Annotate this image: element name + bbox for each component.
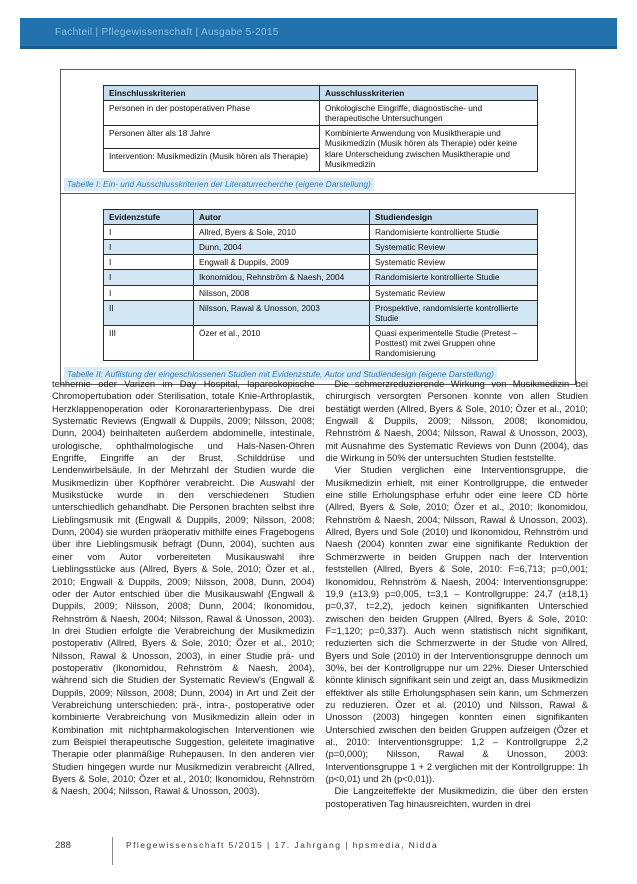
table2-header-evidenzstufe: Evidenzstufe bbox=[104, 210, 194, 225]
body-paragraph: Die Langzeiteffekte der Musikmedizin, die über den ersten postoperativen Tag hinausreichten, wurden in drei bbox=[325, 786, 588, 809]
table-row bbox=[104, 270, 538, 285]
table-row bbox=[104, 325, 538, 360]
body-left-column bbox=[52, 378, 315, 810]
cell-studiendesign: Quasi experimentelle Studie (Pretest – Posttest) mit zwei Gruppen ohne Randomisierung bbox=[370, 325, 538, 360]
cell-evidenzstufe: I bbox=[104, 240, 194, 255]
cell-autor: Nilsson, Rawal & Unosson, 2003 bbox=[194, 300, 370, 325]
cell-evidenzstufe: I bbox=[104, 225, 194, 240]
table1-caption bbox=[64, 178, 572, 191]
section-header-bar bbox=[20, 18, 617, 49]
cell-evidenzstufe: I bbox=[104, 285, 194, 300]
article-body bbox=[52, 378, 588, 810]
table-row bbox=[104, 101, 538, 126]
table-row bbox=[104, 126, 538, 149]
table1-cell: Onkologische Eingriffe, diagnostische- und therapeutische Untersuchungen bbox=[320, 101, 538, 126]
included-studies-table bbox=[103, 209, 538, 361]
cell-studiendesign: Systematic Review bbox=[370, 255, 538, 270]
cell-studiendesign: Prospektive, randomisierte kontrollierte Studie bbox=[370, 300, 538, 325]
cell-studiendesign: Systematic Review bbox=[370, 285, 538, 300]
page-number: 288 bbox=[55, 840, 71, 851]
table1-cell: Personen in der postoperativen Phase bbox=[104, 101, 320, 126]
section-header-text: Fachteil | Pflegewissenschaft | Ausgabe 5-2015 bbox=[55, 27, 279, 38]
table1-container bbox=[60, 69, 576, 196]
table1-header-ausschluss: Ausschlusskriterien bbox=[320, 86, 538, 101]
body-right-column bbox=[326, 378, 589, 810]
body-paragraph: Vier Studien verglichen eine Interventionsgruppe, die Musikmedizin erhielt, mit einer Kontrollgruppe, die entweder eine stille Erholungsphase erfuhr oder eine leere CD hörte (Allred, Byers & Sole, 2010; Özer et al., 2010; Ikonomidou, Rehnström & Naesh, 2004; Nilsson, Rawal & Unosson, 2003). Allred, Byers und Sole (2010) und Ikonomidou, Rehnström und Naesh (2004) konnten zwar eine signifikante Reduktion der Schmerzwerte in beiden Gruppen nach der Intervention feststellen (Allred, Byers & Sole, 2010: F=6,713; p=0,001; Ikonomidou, Rehnström & Naesh, 2004: Interventionsgruppe: 19,9 (±13,9) p=0,005, t=3,1 – Kontrollgruppe: 24,7 (±18,1) p=0,37, t=2,2), jedoch keinen signifikanten Unterschied zwischen den beiden Gruppen (Allred, Byers & Sole, 2010: F=1,120; p=0,337). Auch wenn statistisch nicht signifikant, reduzierten sich die Schmerzwerte in der Studie von Allred, Byers und Sole (2010) in der Interventionsgruppe dennoch um 30%, bei der Kontrollgruppe nur um 22%. Dieser Unterschied könnte klinisch signifikant sein und zeigt an, dass Musikmedizin effektiver als stille Erholungsphasen sein kann, um Schmerzen zu reduzieren. Özer et al. (2010) und Nilsson, Rawal & Unosson (2003) hingegen konnten einen signifikanten Unterschied zwischen den beiden Gruppen aufzeigen (Özer et al., 2010: Interventionsgruppe: 1,2 – Kontrollgruppe 2,2 (p=0,000); Nilsson, Rawal & Unosson, 2003: Interventionsgruppe 1 + 2 verglichen mit der Kontrollgruppe: 1h (p<0,01) und 2h (p<0,01)). bbox=[325, 465, 588, 784]
table2-header-studiendesign: Studiendesign bbox=[370, 210, 538, 225]
cell-autor: Nilsson, 2008 bbox=[194, 285, 370, 300]
table-row bbox=[104, 225, 538, 240]
table1-cell: Personen älter als 18 Jahre bbox=[104, 126, 320, 149]
table2-caption-text: Tabelle II: Auflistung der eingeschlossenen Studien mit Evidenzstufe, Autor und Studiendesign (eigene Darstellung) bbox=[64, 367, 497, 380]
table-row bbox=[104, 240, 538, 255]
cell-studiendesign: Randomisierte kontrollierte Studie bbox=[370, 225, 538, 240]
cell-autor: Ikonomidou, Rehnström & Naesh, 2004 bbox=[194, 270, 370, 285]
table1-caption-text: Tabelle I: Ein- und Ausschlusskriterien der Literaturrecherche (eigene Darstellung) bbox=[64, 178, 374, 191]
table-row bbox=[104, 255, 538, 270]
cell-autor: Özer et al., 2010 bbox=[194, 325, 370, 360]
cell-evidenzstufe: II bbox=[104, 300, 194, 325]
inclusion-exclusion-table bbox=[103, 85, 538, 172]
cell-evidenzstufe: I bbox=[104, 255, 194, 270]
body-paragraph: Die schmerzreduzierende Wirkung von Musikmedizin bei chirurgisch versorgten Personen konnte von allen Studien bestätigt werden (Allred, Byers & Sole, 2010; Özer et al., 2010; Engwall & Duppils, 2009; Nilsson, 2008; Ikonomidou, Rehnström & Naesh, 2004; Nilsson, Rawal & Unosson, 2003), mit Ausnahme des Systematic Reviews von Dunn (2004), das die Wirkung in 50% der untersuchten Studien feststellte. bbox=[325, 379, 588, 464]
cell-studiendesign: Randomisierte kontrollierte Studie bbox=[370, 270, 538, 285]
footer-journal-line: Pflegewissenschaft 5/2015 | 17. Jahrgang | hpsmedia, Nidda bbox=[126, 840, 439, 850]
cell-autor: Engwall & Duppils, 2009 bbox=[194, 255, 370, 270]
cell-evidenzstufe: III bbox=[104, 325, 194, 360]
cell-autor: Allred, Byers & Sole, 2010 bbox=[194, 225, 370, 240]
table2-container bbox=[60, 193, 576, 385]
footer-divider bbox=[112, 837, 113, 865]
table-header-row bbox=[104, 210, 538, 225]
table1-cell-rowspan: Kombinierte Anwendung von Musiktherapie und Musikmedizin (Musik hören als Therapie) oder keine klare Unterscheidung zwischen Musiktherapie und Musikmedizin bbox=[320, 126, 538, 171]
table2-header-autor: Autor bbox=[194, 210, 370, 225]
table1-cell: Intervention: Musikmedizin (Musik hören als Therapie) bbox=[104, 149, 320, 172]
table-row bbox=[104, 300, 538, 325]
table-row bbox=[104, 285, 538, 300]
cell-studiendesign: Systematic Review bbox=[370, 240, 538, 255]
table-header-row bbox=[104, 86, 538, 101]
body-paragraph: tenhernie oder Varizen im Day Hospital, laparoskopische Chromopertubation oder Sterilisation, totale Knie-Arthroplastik, Herzklappenoperation oder Koronararterienbypass. Die drei Systematic Reviews (Engwall & Duppils, 2009; Nilsson, 2008; Dunn, 2004) beinhalteten außerdem abdominelle, intestinale, urologische, ophthalmologische und Hals-Nasen-Ohren Engriffe, Eingriffe an der Brust, Schilddrüse und Lendenwirbelsäule. In der Mehrzahl der Studien wurde die Musikmedizin über Kopfhörer verabreicht. Die Auswahl der Musikstücke wurde in den verschiedenen Studien unterschiedlich gehandhabt. Die Personen brachten selbst ihre Lieblingsmusik mit (Engwall & Duppils, 2009; Nilsson, 2008; Dunn, 2004) sie wurden präoperativ mithilfe eines Fragebogens über ihre Lieblingsmusik befragt (Dunn, 2004), suchten aus einer vom Autor vorbereiteten Musikauswahl ihre Lieblingsstücke aus (Allred, Byers & Sole, 2010; Özer et al., 2010; Engwall & Duppils, 2009; Nilsson, 2008, Dunn, 2004) oder der Autor entschied über die Musikauswahl (Engwall & Duppils, 2009; Nilsson, 2008; Dunn, 2004; Ikonomidou, Rehnström & Naesh, 2004; Nilsson, Rawal & Unosson, 2003). In drei Studien erfolgte die Verabreichung der Musikmedizin postoperativ (Allred, Byers & Sole, 2010; Özer et al., 2010; Nilsson, Rawal & Unosson, 2003), in einer Studie prä- und postoperativ (Ikonomidou, Rehnström & Naesh, 2004), während sich die Studien der Systematic Review's (Engwall & Duppils, 2009; Nilsson, 2008; Dunn, 2004) in Art und Zeit der Verabreichung unterschieden: prä-, intra-, postoperative oder kombinierte Verabreichung von Musikmedizin allein oder in Kombination mit nichtpharmakologischen Interventionen wie zum Beispiel therapeutische Suggestion, geleitete imaginative Therapie oder planmäßige Ruhepausen. In den anderen vier Studien hingegen wurde nur Musikmedizin verabreicht (Allred, Byers & Sole, 2010; Özer et al., 2010; Ikonomidou, Rehnström & Naesh, 2004; Nilsson, Rawal & Unosson, 2003). bbox=[52, 379, 315, 797]
cell-evidenzstufe: I bbox=[104, 270, 194, 285]
page-footer bbox=[0, 840, 637, 880]
table1-header-einschluss: Einschlusskriterien bbox=[104, 86, 320, 101]
cell-autor: Dunn, 2004 bbox=[194, 240, 370, 255]
